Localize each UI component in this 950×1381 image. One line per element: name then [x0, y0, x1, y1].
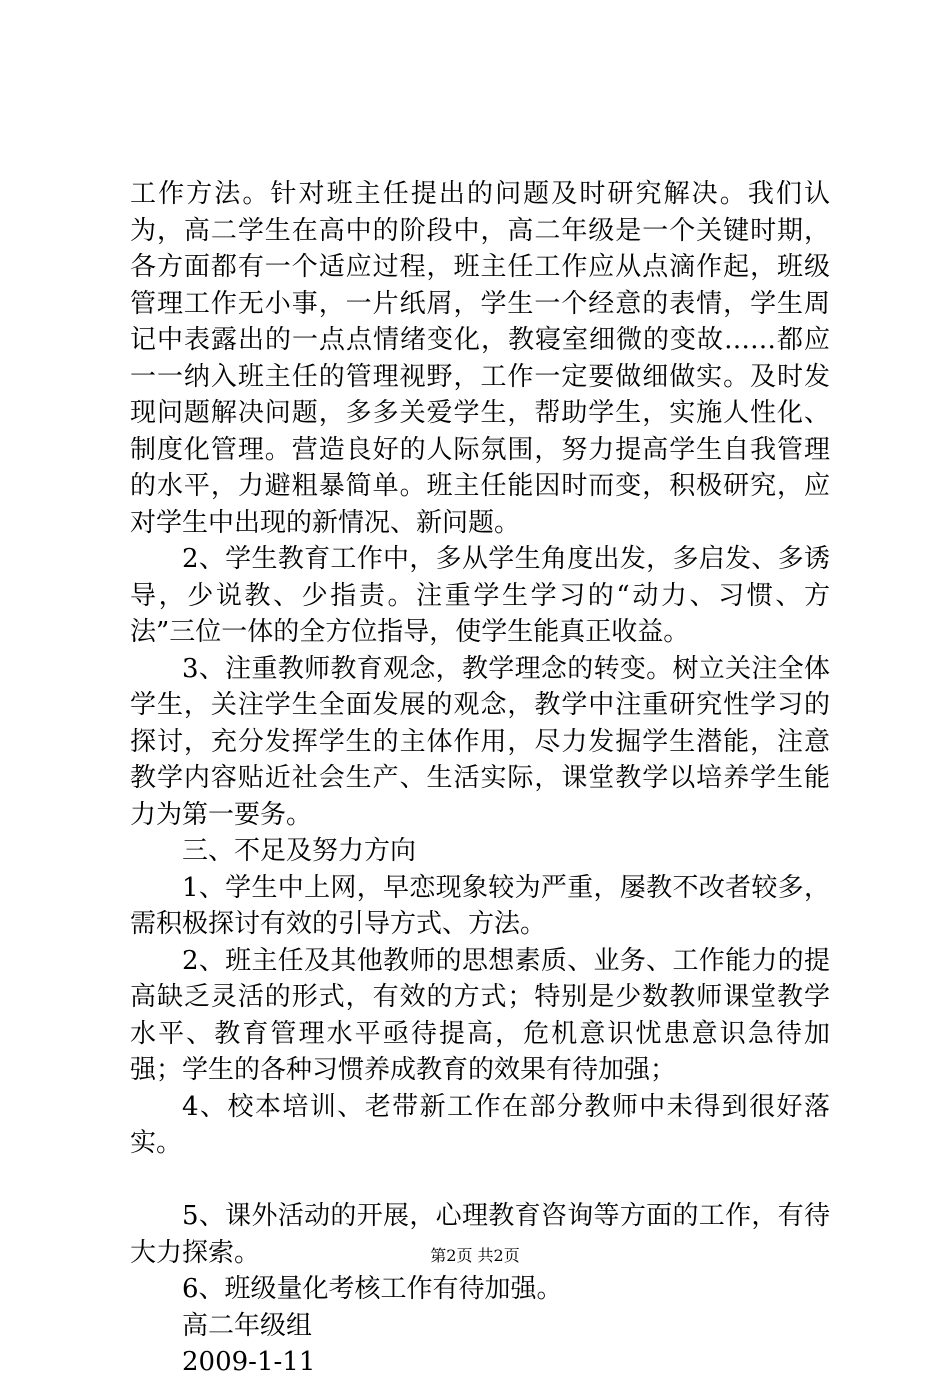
section-heading-shortcomings: 三、不足及努力方向 [182, 836, 417, 866]
paragraph-teaching-concept: 3、注重教师教育观念，教学理念的转变。树立关注全体学生，关注学生全面发展的观念，教学中注重研究性学习的探讨，充分发挥学生的主体作用，尽力发掘学生潜能，注意教学内容贴近社会生产、生活实际，课堂教学以培养学生能力为第一要务。 [130, 653, 830, 830]
document-body [130, 176, 830, 1381]
blank-line [130, 1162, 830, 1199]
signature-date: 2009-1-11 [182, 1347, 316, 1377]
paragraph-work-method: 工作方法。针对班主任提出的问题及时研究解决。我们认为，高二学生在高中的阶段中，高二年级是一个关键时期，各方面都有一个适应过程，班主任工作应从点滴作起，班级管理工作无小事，一片纸屑，学生一个经意的表情，学生周记中表露出的一点点情绪变化，教寝室细微的变故……都应一一纳入班主任的管理视野，工作一定要做细做实。及时发现问题解决问题，多多关爱学生，帮助学生，实施人性化、制度化管理。营造良好的人际氛围，努力提高学生自我管理的水平，力避粗暴简单。班主任能因时而变，积极研究，应对学生中出现的新情况、新问题。 [130, 179, 830, 538]
paragraph-shortcoming-6: 6、班级量化考核工作有待加强。 [182, 1274, 563, 1304]
paragraph-shortcoming-4: 4、校本培训、老带新工作在部分教师中未得到很好落实。 [130, 1091, 830, 1158]
paragraph-student-education: 2、学生教育工作中，多从学生角度出发，多启发、多诱导，少说教、少指责。注重学生学习的“动力、习惯、方法”三位一体的全方位指导，使学生能真正收益。 [130, 544, 830, 647]
paragraph-shortcoming-5: 5、课外活动的开展，心理教育咨询等方面的工作，有待大力探索。 [130, 1201, 830, 1268]
paragraph-shortcoming-1: 1、学生中上网，早恋现象较为严重，屡教不改者较多，需积极探讨有效的引导方式、方法。 [130, 872, 830, 939]
page-footer [0, 1243, 950, 1266]
page-number-label: 第2页 共2页 [430, 1246, 520, 1265]
paragraph-shortcoming-2: 2、班主任及其他教师的思想素质、业务、工作能力的提高缺乏灵活的形式，有效的方式；特别是少数教师课堂教学水平、教育管理水平亟待提高，危机意识忧患意识急待加强；学生的各种习惯养成教育的效果有待加强； [130, 945, 830, 1085]
signature-organization: 高二年级组 [182, 1310, 313, 1341]
